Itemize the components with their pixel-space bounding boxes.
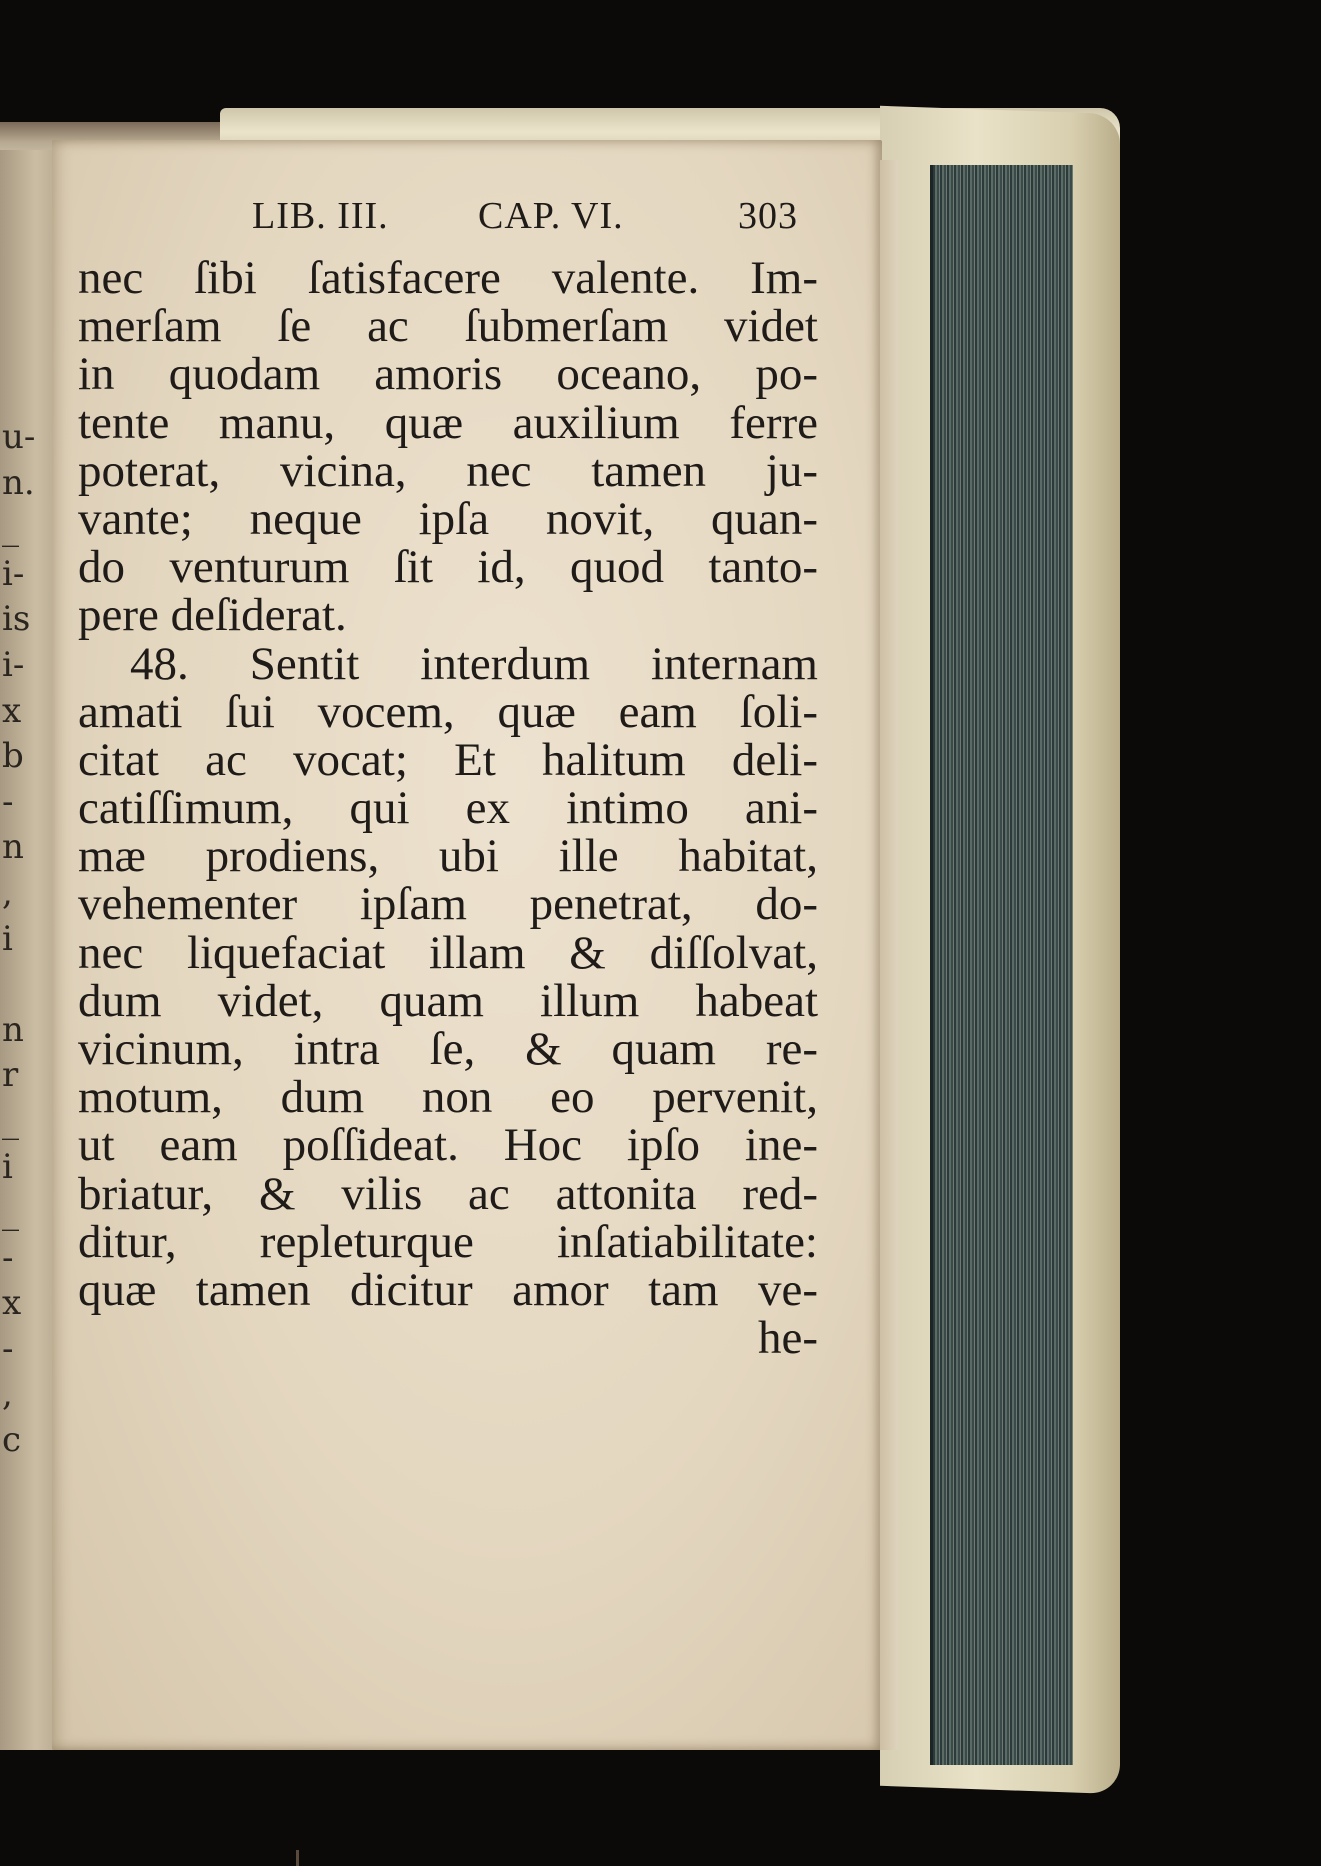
left-margin-fragment: _: [2, 1100, 19, 1141]
text-line: vicinum, intra ſe, & quam re-: [78, 1023, 818, 1075]
left-margin-fragment: r: [2, 1055, 19, 1096]
left-margin-fragment: i: [2, 1146, 13, 1187]
left-margin-fragment: is: [2, 599, 31, 640]
text-line: vante; neque ipſa novit, quan-: [78, 492, 818, 545]
left-margin-fragment: i-: [2, 644, 25, 685]
text-line: ditur, repleturque inſatiabilitate:: [78, 1215, 818, 1268]
text-line: citat ac vocat; Et halitum deli-: [78, 733, 818, 786]
page-edges: [930, 165, 1073, 1765]
text-line: merſam ſe ac ſubmerſam videt: [78, 300, 818, 353]
left-margin-fragment: n: [2, 1009, 24, 1050]
text-line: in quodam amoris oceano, po-: [78, 348, 818, 401]
page-number: 303: [738, 195, 798, 237]
text-block: [78, 190, 868, 1365]
left-margin-fragment: -: [2, 1328, 14, 1369]
left-margin-fragment: n.: [2, 462, 35, 503]
left-margin-fragment: ,: [2, 872, 13, 913]
text-line: tente manu, quæ auxilium ferre: [78, 396, 818, 449]
running-head: [78, 190, 868, 254]
left-margin-fragment: [2, 962, 58, 1008]
text-line: vehementer ipſam penetrat, do-: [78, 878, 818, 931]
text-line: catiſſimum, qui ex intimo ani-: [78, 782, 818, 835]
left-margin-fragment: _: [2, 508, 19, 549]
left-margin-fragment: i-: [2, 553, 25, 594]
book-number: LIB. III.: [252, 195, 389, 237]
text-line: amati ſui vocem, quæ eam ſoli-: [78, 685, 818, 738]
text-line: nec liquefaciat illam & diſſolvat,: [78, 926, 818, 979]
text-line: pere deſiderat.: [78, 589, 347, 642]
left-margin-fragment: b: [2, 736, 24, 777]
book-page: [52, 140, 882, 1750]
text-line: motum, dum non eo pervenit,: [78, 1071, 818, 1124]
left-margin-fragment: x: [2, 1283, 22, 1324]
chapter-number: CAP. VI.: [478, 195, 624, 237]
left-margin-fragment: i: [2, 918, 13, 959]
text-line: dum videt, quam illum habeat: [78, 974, 818, 1027]
left-page-margin-text: [2, 415, 58, 1464]
left-margin-fragment: _: [2, 1192, 19, 1233]
left-margin-fragment: ,: [2, 1374, 13, 1415]
text-line: nec ſibi ſatisfacere valente. Im-: [78, 252, 818, 304]
left-margin-fragment: -: [2, 781, 14, 822]
text-line: quæ tamen dicitur amor tam ve-: [78, 1263, 818, 1316]
paragraph-start-line: 48. Sentit interdum internam: [130, 637, 818, 690]
page-shadow-edge: [880, 160, 898, 1750]
ink-mark: [296, 1850, 299, 1866]
left-margin-fragment: c: [2, 1420, 22, 1461]
text-line: poterat, vicina, nec tamen ju-: [78, 444, 818, 497]
text-line: mæ prodiens, ubi ille habitat,: [78, 830, 818, 883]
left-margin-fragment: x: [2, 690, 22, 731]
left-margin-fragment: -: [2, 1237, 14, 1278]
text-line: ut eam poſſideat. Hoc ipſo ine-: [78, 1119, 818, 1172]
catchword: he-: [757, 1312, 818, 1365]
text-line: do venturum ſit id, quod tanto-: [78, 541, 818, 594]
left-margin-fragment: n: [2, 827, 24, 868]
text-line: briatur, & vilis ac attonita red-: [78, 1167, 818, 1220]
left-margin-fragment: u-: [2, 417, 36, 457]
